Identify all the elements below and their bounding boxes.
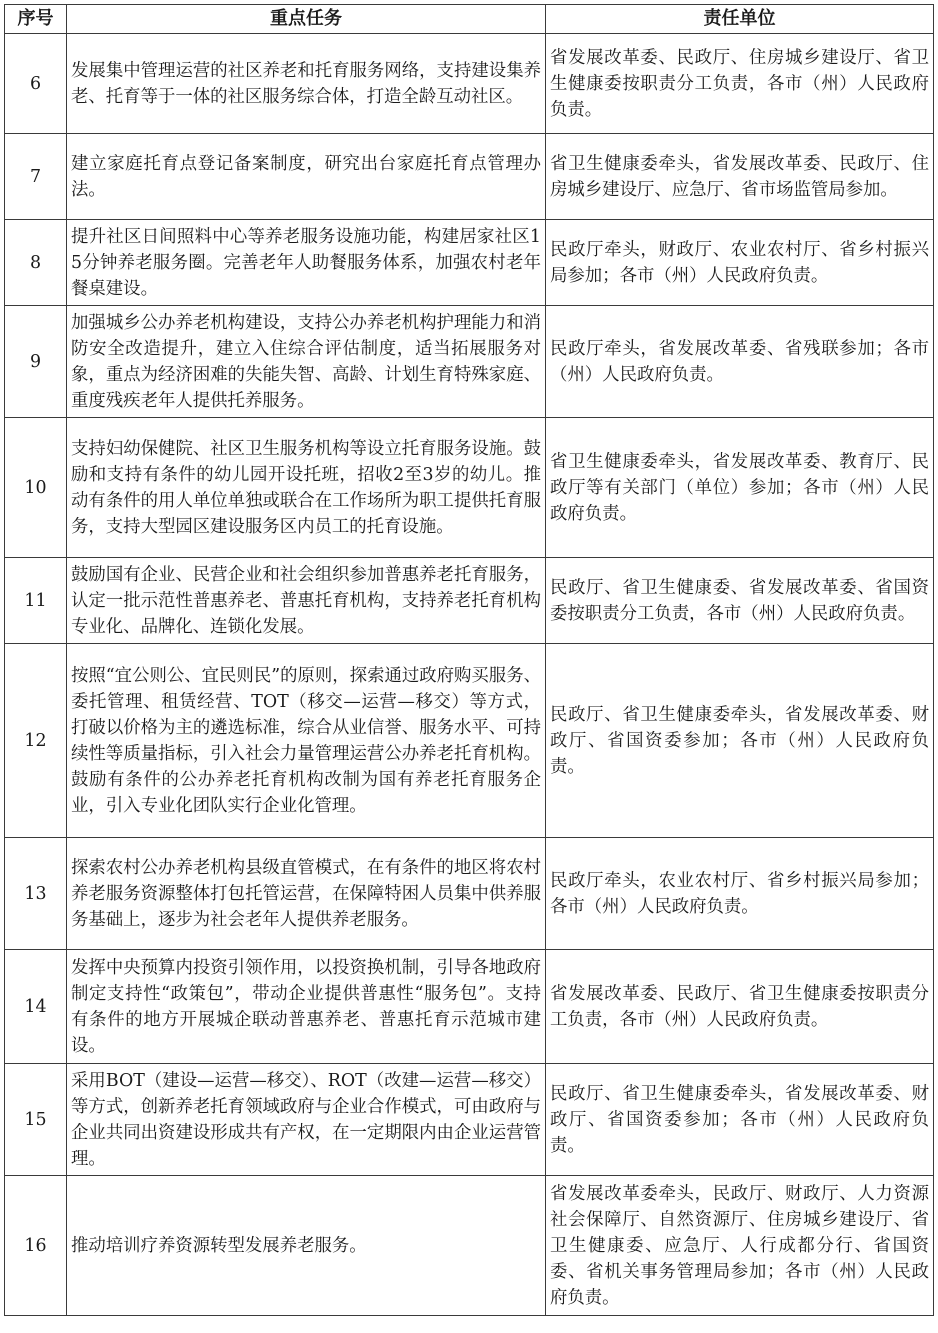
row-unit: 省发展改革委牵头，民政厅、财政厅、人力资源社会保障厅、自然资源厅、住房城乡建设厅、省卫生健康委、应急厅、人行成都分行、省国资委、省机关事务管理局参加；各市（州）人民政府负责。 bbox=[546, 1176, 934, 1316]
header-number: 序号 bbox=[5, 5, 67, 34]
tasks-table bbox=[4, 4, 934, 1316]
row-unit: 民政厅牵头，省发展改革委、省残联参加；各市（州）人民政府负责。 bbox=[546, 306, 934, 418]
header-task: 重点任务 bbox=[67, 5, 546, 34]
row-task: 发展集中管理运营的社区养老和托育服务网络，支持建设集养老、托育等于一体的社区服务综合体，打造全龄互动社区。 bbox=[67, 34, 546, 134]
row-task: 支持妇幼保健院、社区卫生服务机构等设立托育服务设施。鼓励和支持有条件的幼儿园开设托班，招收2至3岁的幼儿。推动有条件的用人单位单独或联合在工作场所为职工提供托育服务，支持大型园区建设服务区内员工的托育设施。 bbox=[67, 418, 546, 558]
table-row bbox=[5, 950, 934, 1064]
table-row bbox=[5, 1064, 934, 1176]
table-row bbox=[5, 220, 934, 306]
row-unit: 民政厅牵头，农业农村厅、省乡村振兴局参加；各市（州）人民政府负责。 bbox=[546, 838, 934, 950]
row-number: 6 bbox=[5, 34, 67, 134]
row-task: 鼓励国有企业、民营企业和社会组织参加普惠养老托育服务，认定一批示范性普惠养老、普惠托育机构，支持养老托育机构专业化、品牌化、连锁化发展。 bbox=[67, 558, 546, 644]
table-row bbox=[5, 418, 934, 558]
table-row bbox=[5, 558, 934, 644]
row-unit: 民政厅牵头，财政厅、农业农村厅、省乡村振兴局参加；各市（州）人民政府负责。 bbox=[546, 220, 934, 306]
row-unit: 省发展改革委、民政厅、省卫生健康委按职责分工负责，各市（州）人民政府负责。 bbox=[546, 950, 934, 1064]
row-unit: 省发展改革委、民政厅、住房城乡建设厅、省卫生健康委按职责分工负责，各市（州）人民政府负责。 bbox=[546, 34, 934, 134]
table-row bbox=[5, 838, 934, 950]
row-task: 推动培训疗养资源转型发展养老服务。 bbox=[67, 1176, 546, 1316]
row-number: 7 bbox=[5, 134, 67, 220]
row-number: 10 bbox=[5, 418, 67, 558]
row-task: 按照“宜公则公、宜民则民”的原则，探索通过政府购买服务、委托管理、租赁经营、TOT（移交—运营—移交）等方式，打破以价格为主的遴选标准，综合从业信誉、服务水平、可持续性等质量指标，引入社会力量管理运营公办养老托育机构。鼓励有条件的公办养老托育机构改制为国有养老托育服务企业，引入专业化团队实行企业化管理。 bbox=[67, 644, 546, 838]
row-number: 15 bbox=[5, 1064, 67, 1176]
row-number: 11 bbox=[5, 558, 67, 644]
header-row bbox=[5, 5, 934, 34]
row-number: 8 bbox=[5, 220, 67, 306]
row-task: 采用BOT（建设—运营—移交）、ROT（改建—运营—移交）等方式，创新养老托育领域政府与企业合作模式，可由政府与企业共同出资建设形成共有产权，在一定期限内由企业运营管理。 bbox=[67, 1064, 546, 1176]
row-number: 13 bbox=[5, 838, 67, 950]
row-number: 12 bbox=[5, 644, 67, 838]
table-row bbox=[5, 1176, 934, 1316]
row-unit: 民政厅、省卫生健康委、省发展改革委、省国资委按职责分工负责，各市（州）人民政府负责。 bbox=[546, 558, 934, 644]
row-number: 16 bbox=[5, 1176, 67, 1316]
table-row bbox=[5, 644, 934, 838]
row-task: 提升社区日间照料中心等养老服务设施功能，构建居家社区15分钟养老服务圈。完善老年人助餐服务体系，加强农村老年餐桌建设。 bbox=[67, 220, 546, 306]
row-task: 发挥中央预算内投资引领作用，以投资换机制，引导各地政府制定支持性“政策包”，带动企业提供普惠性“服务包”。支持有条件的地方开展城企联动普惠养老、普惠托育示范城市建设。 bbox=[67, 950, 546, 1064]
table-row bbox=[5, 34, 934, 134]
row-number: 9 bbox=[5, 306, 67, 418]
table-row bbox=[5, 134, 934, 220]
row-unit: 民政厅、省卫生健康委牵头，省发展改革委、财政厅、省国资委参加；各市（州）人民政府负责。 bbox=[546, 644, 934, 838]
row-unit: 民政厅、省卫生健康委牵头，省发展改革委、财政厅、省国资委参加；各市（州）人民政府负责。 bbox=[546, 1064, 934, 1176]
row-unit: 省卫生健康委牵头，省发展改革委、民政厅、住房城乡建设厅、应急厅、省市场监管局参加。 bbox=[546, 134, 934, 220]
row-task: 建立家庭托育点登记备案制度，研究出台家庭托育点管理办法。 bbox=[67, 134, 546, 220]
row-task: 探索农村公办养老机构县级直管模式，在有条件的地区将农村养老服务资源整体打包托管运营，在保障特困人员集中供养服务基础上，逐步为社会老年人提供养老服务。 bbox=[67, 838, 546, 950]
row-number: 14 bbox=[5, 950, 67, 1064]
table-row bbox=[5, 306, 934, 418]
row-unit: 省卫生健康委牵头，省发展改革委、教育厅、民政厅等有关部门（单位）参加；各市（州）人民政府负责。 bbox=[546, 418, 934, 558]
row-task: 加强城乡公办养老机构建设，支持公办养老机构护理能力和消防安全改造提升，建立入住综合评估制度，适当拓展服务对象，重点为经济困难的失能失智、高龄、计划生育特殊家庭、重度残疾老年人提供托养服务。 bbox=[67, 306, 546, 418]
header-unit: 责任单位 bbox=[546, 5, 934, 34]
